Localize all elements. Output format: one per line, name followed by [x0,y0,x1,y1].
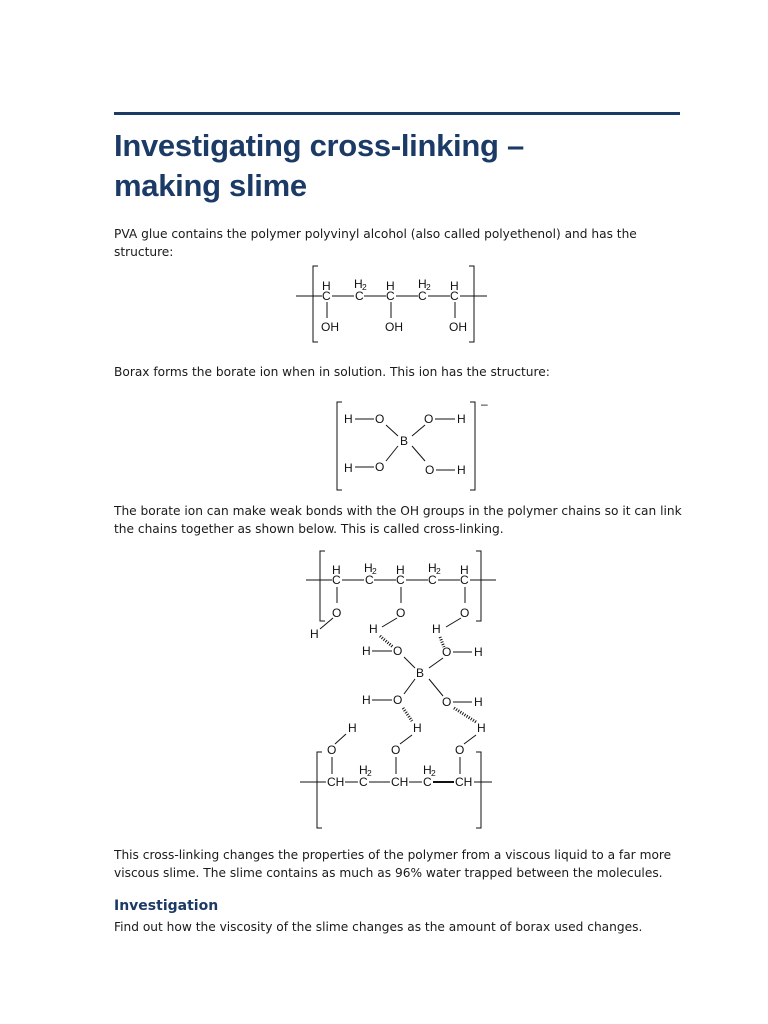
crosslink-group-ch: CH [391,775,409,789]
crosslink-bond [320,618,333,629]
crosslink-atom-h: H [432,622,441,636]
crosslink-bond [464,735,476,744]
crosslink-atom-h: H [396,563,405,577]
properties-paragraph: This cross-linking changes the properties of the polymer from a viscous liquid to a far more viscous slime. The slime contains as much as 96% water trapped between the molecules. [114,848,672,880]
crosslink-atom-c: C [460,573,469,587]
crosslink-subscript-2: 2 [372,566,377,576]
pva-group-oh: OH [449,320,467,334]
crosslink-atom-h: H [474,645,483,659]
pva-subscript-2: 2 [362,282,367,292]
borate-atom-o: O [424,412,434,426]
crosslink-atom-o: O [393,644,403,658]
pva-group-oh: OH [321,320,339,334]
crosslink-atom-c: C [423,775,432,789]
crosslink-atom-h: H [428,561,437,575]
crosslink-atom-h: H [348,721,357,735]
crosslink-atom-h: H [423,763,432,777]
crosslink-atom-h: H [362,644,371,658]
crosslink-atom-h: H [413,721,422,735]
crosslink-atom-o: O [391,743,401,757]
crosslink-atom-o: O [442,695,452,709]
crosslink-atom-h: H [477,721,486,735]
pva-atom-c: C [418,289,427,303]
crosslink-group-ch: CH [327,775,345,789]
crosslink-subscript-2: 2 [431,768,436,778]
crosslink-bond [382,618,397,627]
pva-atom-c: C [450,289,459,303]
crosslink-top-right-bracket [476,551,481,621]
crosslink-subscript-2: 2 [367,768,372,778]
pva-atom-h: H [418,277,427,291]
pva-atom-c: C [386,289,395,303]
crosslink-atom-c: C [359,775,368,789]
investigation-paragraph: Find out how the viscosity of the slime changes as the amount of borax used changes. [114,920,643,934]
borate-atom-h: H [344,412,353,426]
crosslink-bond [404,679,415,694]
crosslink-subscript-2: 2 [436,566,441,576]
crosslink-atom-h: H [369,622,378,636]
intro-paragraph: PVA glue contains the polymer polyvinyl alcohol (also called polyethenol) and has the structure: [114,227,637,259]
crosslink-hydrogen-bond [380,636,393,647]
crosslink-atom-h: H [364,561,373,575]
crosslink-atom-b: B [416,666,425,680]
crosslink-bottom-left-bracket [317,752,322,828]
crosslink-atom-c: C [332,573,341,587]
crosslink-atom-o: O [396,606,406,620]
crosslink-atom-o: O [442,645,452,659]
borate-atom-o: O [425,463,435,477]
crosslink-atom-h: H [362,693,371,707]
crosslink-paragraph: The borate ion can make weak bonds with the OH groups in the polymer chains so it can link the chains together as shown below. This is called cross-linking. [114,504,682,536]
crosslink-bond [429,658,443,668]
borate-charge: – [481,397,488,411]
investigation-heading: Investigation [114,898,219,914]
borate-atom-h: H [457,412,466,426]
crosslink-top-left-bracket [320,551,325,621]
pva-atom-h: H [450,279,459,293]
crosslink-atom-c: C [396,573,405,587]
crosslink-hydrogen-bond [403,708,412,721]
borate-atom-o: O [375,412,385,426]
crosslink-bond [335,734,346,744]
crosslink-atom-o: O [455,743,465,757]
crosslink-atom-h: H [332,563,341,577]
pva-atom-c: C [322,289,331,303]
borate-atom-h: H [344,461,353,475]
crosslink-atom-o: O [393,693,403,707]
crosslink-bond [400,735,412,744]
pva-atom-c: C [355,289,364,303]
crosslink-atom-o: O [332,606,342,620]
pva-atom-h: H [322,279,331,293]
pva-subscript-2: 2 [426,282,431,292]
borate-atom-o: O [375,460,385,474]
crosslink-bond [429,679,443,696]
crosslink-atom-h: H [460,563,469,577]
borate-paragraph: Borax forms the borate ion when in solution. This ion has the structure: [114,365,550,379]
borate-atom-h: H [457,463,466,477]
title-line-1: Investigating cross-linking – [114,128,524,163]
crosslink-atom-o: O [327,743,337,757]
crosslink-atom-h: H [310,627,319,641]
pva-atom-h: H [354,277,363,291]
crosslink-atom-h: H [359,763,368,777]
pva-group-oh: OH [385,320,403,334]
crosslink-bond [404,657,415,668]
crosslink-bottom-right-bracket [476,752,481,828]
crosslink-atom-o: O [460,606,470,620]
borate-atom-b: B [400,434,409,448]
pva-atom-h: H [386,279,395,293]
crosslink-bond [446,618,461,627]
title-line-2: making slime [114,168,307,203]
crosslink-hydrogen-bond [454,708,476,722]
crosslink-group-ch: CH [455,775,473,789]
crosslink-atom-c: C [365,573,374,587]
crosslink-atom-c: C [428,573,437,587]
crosslink-atom-h: H [474,695,483,709]
